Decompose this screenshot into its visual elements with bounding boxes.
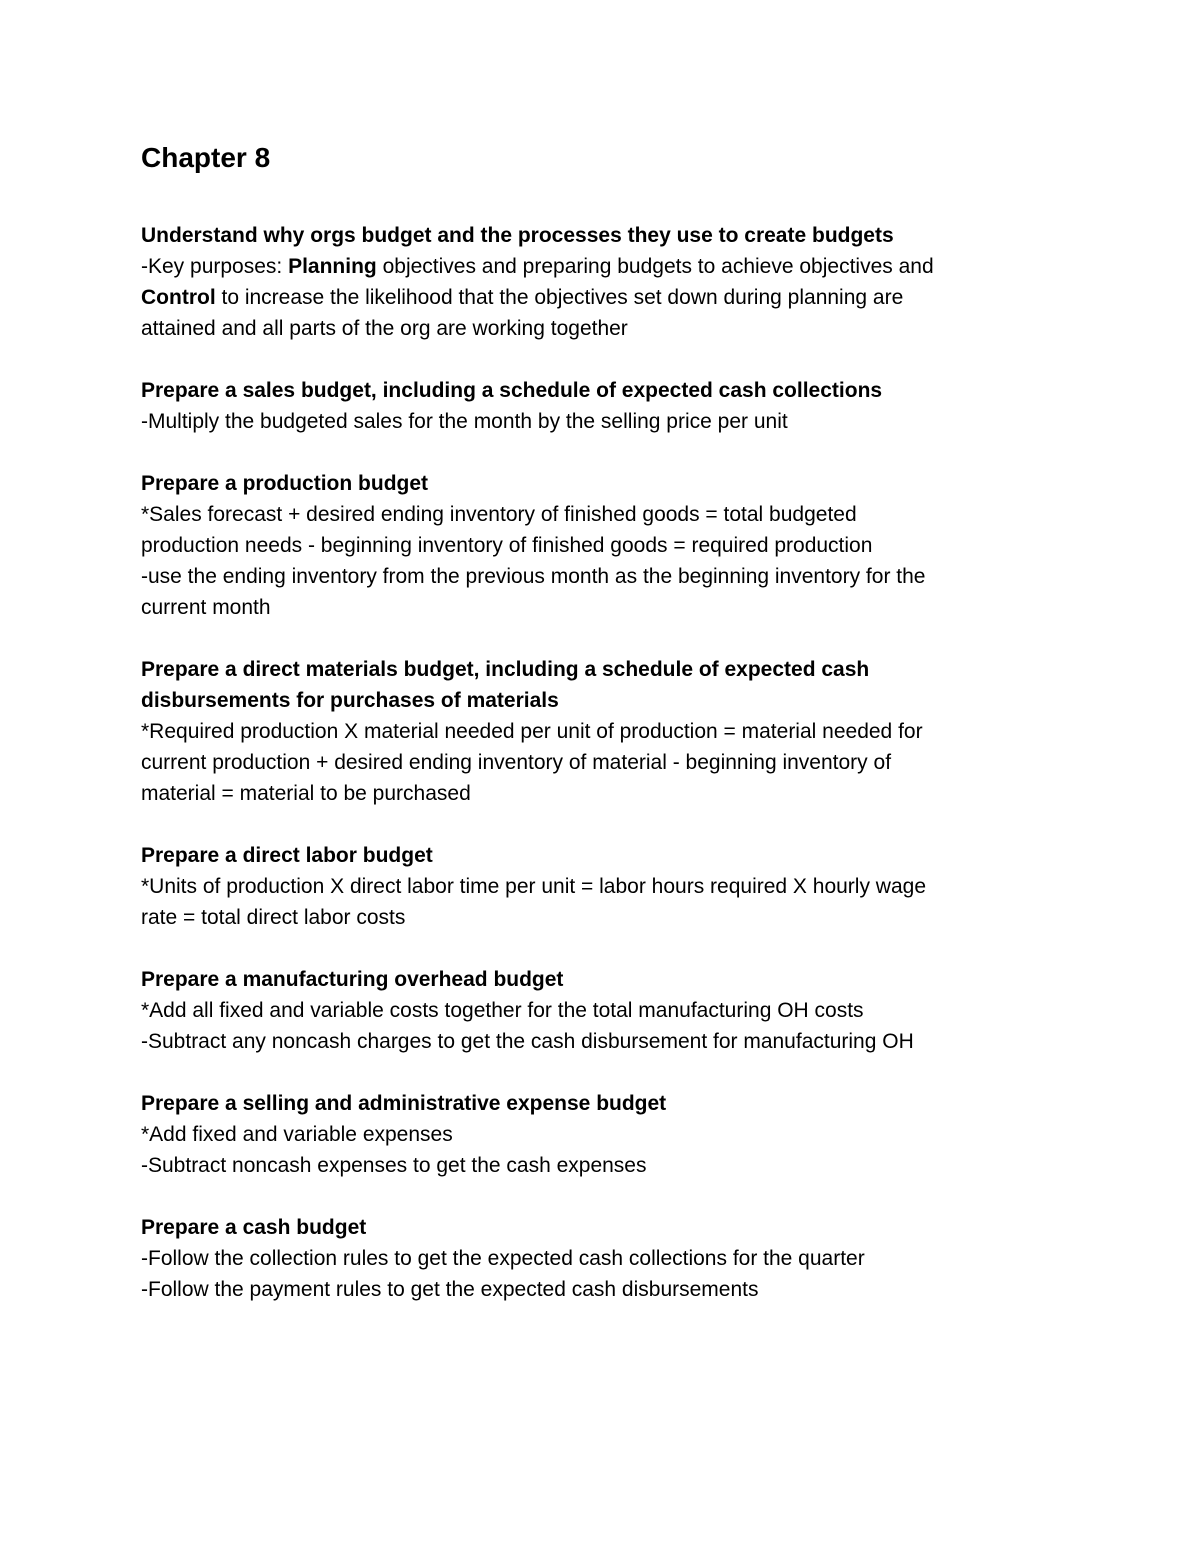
section-heading: Prepare a sales budget, including a schedule of expected cash collections — [141, 379, 883, 402]
section-heading: Prepare a production budget — [141, 472, 429, 495]
page-title: Chapter 8 — [141, 142, 271, 173]
term-control: Control — [141, 286, 216, 309]
body-line: *Required production X material needed per unit of production = material needed for — [141, 720, 923, 743]
body-line: current production + desired ending inventory of material - beginning inventory of — [141, 751, 892, 774]
section-selling-admin-budget — [141, 1088, 1061, 1181]
text-run: to increase the likelihood that the objectives set down during planning are — [215, 286, 904, 309]
body-line: *Add fixed and variable expenses — [141, 1123, 453, 1146]
body-line: -Follow the payment rules to get the expected cash disbursements — [141, 1278, 759, 1301]
text-run: -Key purposes: — [141, 255, 289, 278]
body-line: production needs - beginning inventory of finished goods = required production — [141, 534, 873, 557]
body-line: current month — [141, 596, 271, 619]
body-line: material = material to be purchased — [141, 782, 471, 805]
section-heading: Prepare a direct labor budget — [141, 844, 433, 867]
section-manufacturing-overhead-budget — [141, 964, 1061, 1057]
body-line — [141, 251, 1061, 282]
body-line: *Units of production X direct labor time per unit = labor hours required X hourly wage — [141, 875, 926, 898]
section-heading: Prepare a selling and administrative expense budget — [141, 1092, 667, 1115]
body-line: -Subtract noncash expenses to get the cash expenses — [141, 1154, 647, 1177]
section-direct-labor-budget — [141, 840, 1061, 933]
body-line: *Sales forecast + desired ending inventory of finished goods = total budgeted — [141, 503, 857, 526]
body-line: -Multiply the budgeted sales for the month by the selling price per unit — [141, 410, 788, 433]
section-budget-purposes — [141, 220, 1061, 344]
section-cash-budget — [141, 1212, 1061, 1305]
section-heading: Understand why orgs budget and the processes they use to create budgets — [141, 224, 894, 247]
body-line: *Add all fixed and variable costs together for the total manufacturing OH costs — [141, 999, 864, 1022]
section-heading: Prepare a direct materials budget, including a schedule of expected cash — [141, 658, 870, 681]
document-page — [141, 138, 1061, 1336]
body-line: -use the ending inventory from the previous month as the beginning inventory for the — [141, 565, 926, 588]
section-production-budget — [141, 468, 1061, 623]
text-run: objectives and preparing budgets to achieve objectives and — [376, 255, 934, 278]
section-heading: Prepare a manufacturing overhead budget — [141, 968, 564, 991]
term-planning: Planning — [288, 255, 377, 278]
body-line: -Follow the collection rules to get the expected cash collections for the quarter — [141, 1247, 865, 1270]
section-heading: disbursements for purchases of materials — [141, 689, 559, 712]
section-sales-budget — [141, 375, 1061, 437]
section-heading: Prepare a cash budget — [141, 1216, 367, 1239]
body-line: attained and all parts of the org are working together — [141, 317, 628, 340]
section-direct-materials-budget — [141, 654, 1061, 809]
body-line — [141, 282, 1061, 313]
body-line: rate = total direct labor costs — [141, 906, 406, 929]
body-line: -Subtract any noncash charges to get the cash disbursement for manufacturing OH — [141, 1030, 914, 1053]
